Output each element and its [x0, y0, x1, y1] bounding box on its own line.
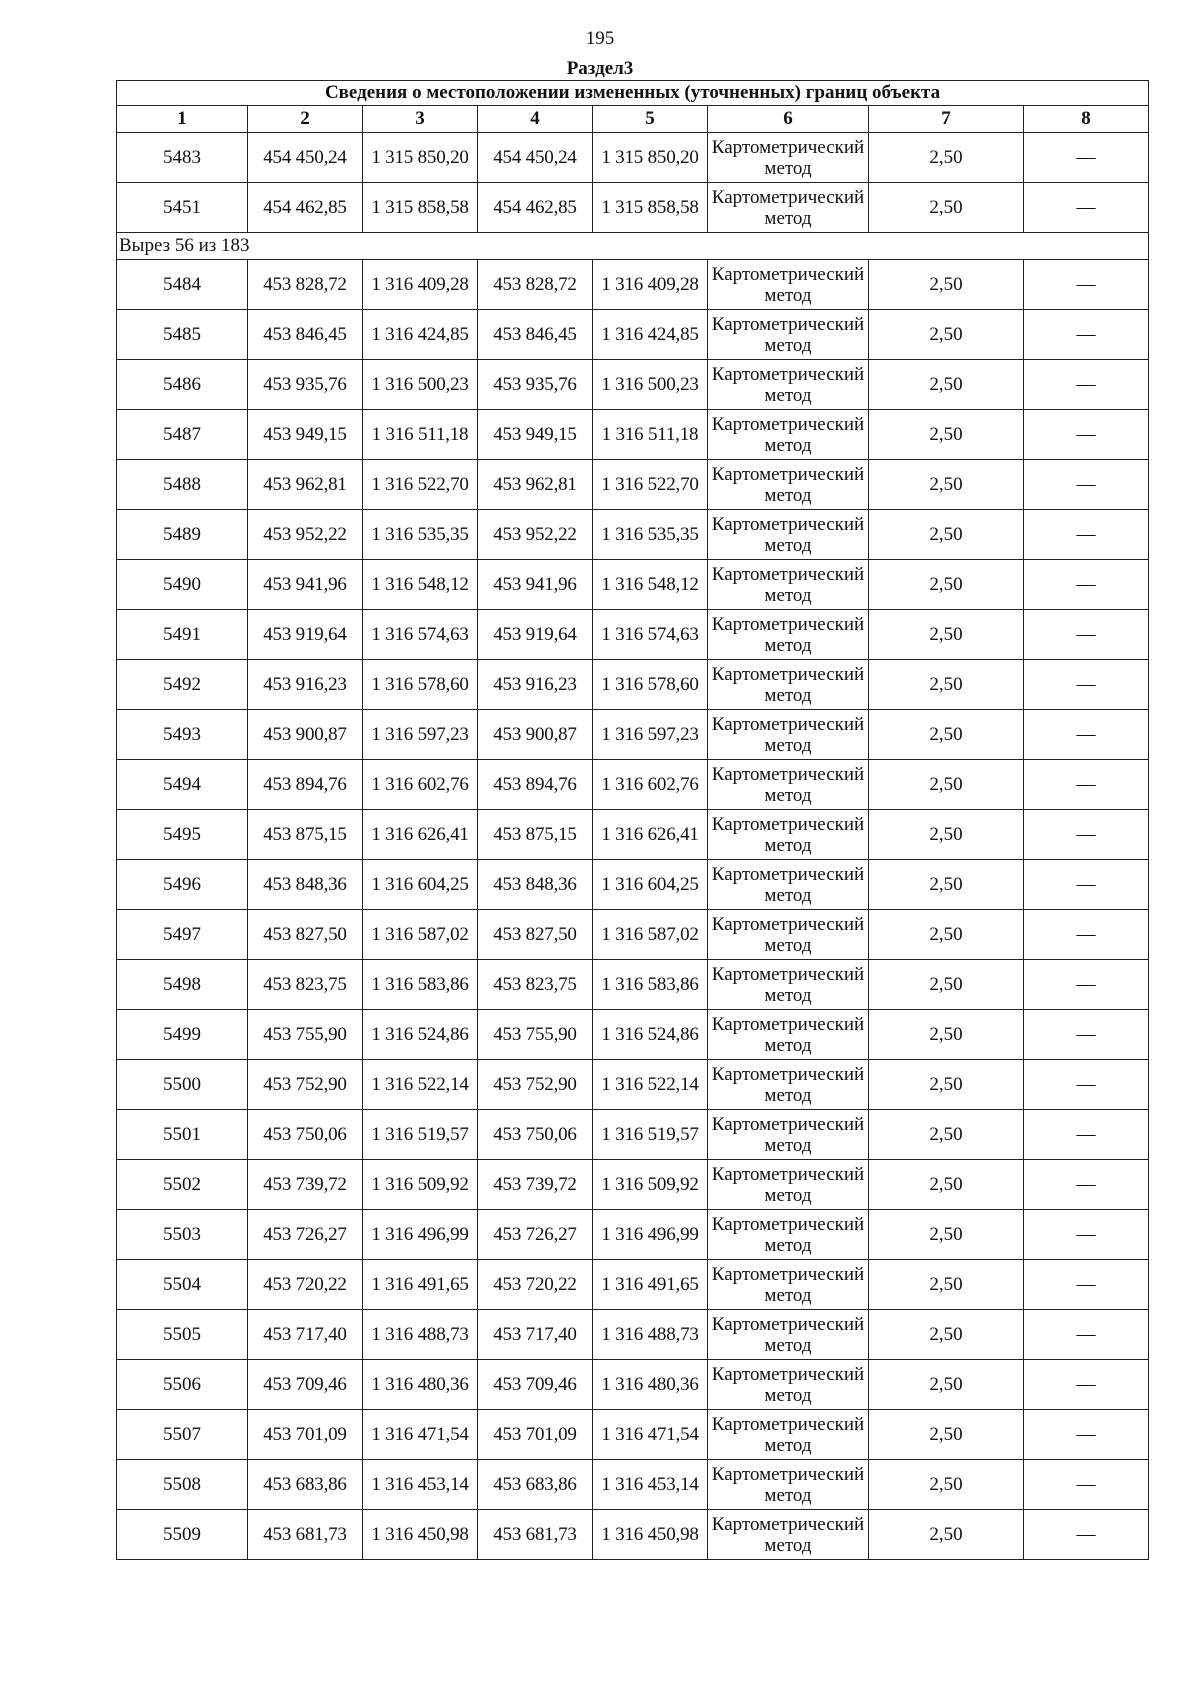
- cell-y-new: 1 315 858,58: [593, 183, 708, 233]
- table-row: [117, 760, 1149, 810]
- column-header-2: 2: [248, 106, 363, 133]
- table-row: [117, 510, 1149, 560]
- cell-description: —: [1024, 1060, 1149, 1110]
- section-title: Раздел3: [566, 58, 634, 79]
- cell-description: —: [1024, 1260, 1149, 1310]
- cell-method: Картометрический метод: [708, 310, 869, 360]
- cell-accuracy: 2,50: [869, 910, 1024, 960]
- table-subheading-row: [117, 233, 1149, 260]
- cell-y-new: 1 316 535,35: [593, 510, 708, 560]
- cell-y-new: 1 316 519,57: [593, 1110, 708, 1160]
- cell-accuracy: 2,50: [869, 860, 1024, 910]
- table-row: [117, 860, 1149, 910]
- cell-method: Картометрический метод: [708, 760, 869, 810]
- cell-point-number: 5501: [117, 1110, 248, 1160]
- cell-point-number: 5509: [117, 1510, 248, 1560]
- cell-x-new: 453 681,73: [478, 1510, 593, 1560]
- cell-y-new: 1 316 496,99: [593, 1210, 708, 1260]
- cell-method: Картометрический метод: [708, 960, 869, 1010]
- cell-method: Картометрический метод: [708, 1510, 869, 1560]
- cell-point-number: 5498: [117, 960, 248, 1010]
- cell-description: —: [1024, 760, 1149, 810]
- cell-x-existing: 453 681,73: [248, 1510, 363, 1560]
- cell-point-number: 5487: [117, 410, 248, 460]
- cell-description: —: [1024, 410, 1149, 460]
- cell-x-new: 453 726,27: [478, 1210, 593, 1260]
- cell-description: —: [1024, 560, 1149, 610]
- table-row: [117, 310, 1149, 360]
- cell-accuracy: 2,50: [869, 610, 1024, 660]
- cell-x-new: 453 875,15: [478, 810, 593, 860]
- cell-point-number: 5493: [117, 710, 248, 760]
- cell-point-number: 5486: [117, 360, 248, 410]
- column-header-5: 5: [593, 106, 708, 133]
- table-subheading: Вырез 56 из 183: [117, 233, 1149, 260]
- table-row: [117, 610, 1149, 660]
- column-header-4: 4: [478, 106, 593, 133]
- cell-x-existing: 453 916,23: [248, 660, 363, 710]
- cell-x-existing: 453 752,90: [248, 1060, 363, 1110]
- cell-x-new: 453 709,46: [478, 1360, 593, 1410]
- cell-x-existing: 453 875,15: [248, 810, 363, 860]
- cell-point-number: 5494: [117, 760, 248, 810]
- cell-y-existing: 1 316 578,60: [363, 660, 478, 710]
- cell-point-number: 5502: [117, 1160, 248, 1210]
- cell-x-new: 453 701,09: [478, 1410, 593, 1460]
- cell-y-new: 1 316 522,70: [593, 460, 708, 510]
- cell-x-existing: 453 720,22: [248, 1260, 363, 1310]
- cell-accuracy: 2,50: [869, 1210, 1024, 1260]
- cell-y-existing: 1 315 850,20: [363, 133, 478, 183]
- column-header-8: 8: [1024, 106, 1149, 133]
- cell-y-existing: 1 316 509,92: [363, 1160, 478, 1210]
- cell-accuracy: 2,50: [869, 260, 1024, 310]
- cell-description: —: [1024, 1210, 1149, 1260]
- table-row: [117, 910, 1149, 960]
- cell-x-existing: 454 462,85: [248, 183, 363, 233]
- cell-x-existing: 453 894,76: [248, 760, 363, 810]
- cell-point-number: 5451: [117, 183, 248, 233]
- cell-y-existing: 1 316 480,36: [363, 1360, 478, 1410]
- cell-accuracy: 2,50: [869, 1260, 1024, 1310]
- cell-description: —: [1024, 610, 1149, 660]
- cell-y-existing: 1 316 519,57: [363, 1110, 478, 1160]
- cell-x-new: 454 450,24: [478, 133, 593, 183]
- cell-point-number: 5500: [117, 1060, 248, 1110]
- cell-y-existing: 1 316 626,41: [363, 810, 478, 860]
- cell-x-new: 453 717,40: [478, 1310, 593, 1360]
- cell-accuracy: 2,50: [869, 1460, 1024, 1510]
- table-row: [117, 1410, 1149, 1460]
- table-row: [117, 260, 1149, 310]
- cell-point-number: 5489: [117, 510, 248, 560]
- cell-y-existing: 1 316 409,28: [363, 260, 478, 310]
- cell-x-existing: 453 739,72: [248, 1160, 363, 1210]
- cell-point-number: 5484: [117, 260, 248, 310]
- table-row: [117, 1510, 1149, 1560]
- cell-x-new: 453 823,75: [478, 960, 593, 1010]
- cell-y-existing: 1 316 583,86: [363, 960, 478, 1010]
- cell-y-new: 1 316 488,73: [593, 1310, 708, 1360]
- cell-description: —: [1024, 133, 1149, 183]
- column-header-1: 1: [117, 106, 248, 133]
- cell-y-new: 1 316 491,65: [593, 1260, 708, 1310]
- cell-accuracy: 2,50: [869, 960, 1024, 1010]
- cell-y-new: 1 316 409,28: [593, 260, 708, 310]
- cell-method: Картометрический метод: [708, 1410, 869, 1460]
- table-row: [117, 1160, 1149, 1210]
- cell-method: Картометрический метод: [708, 183, 869, 233]
- cell-point-number: 5485: [117, 310, 248, 360]
- cell-method: Картометрический метод: [708, 510, 869, 560]
- cell-x-new: 453 752,90: [478, 1060, 593, 1110]
- table-row: [117, 183, 1149, 233]
- cell-accuracy: 2,50: [869, 1310, 1024, 1360]
- cell-description: —: [1024, 710, 1149, 760]
- cell-method: Картометрический метод: [708, 610, 869, 660]
- table-row: [117, 133, 1149, 183]
- cell-description: —: [1024, 1010, 1149, 1060]
- cell-description: —: [1024, 1160, 1149, 1210]
- cell-y-existing: 1 316 522,70: [363, 460, 478, 510]
- cell-point-number: 5506: [117, 1360, 248, 1410]
- cell-description: —: [1024, 1310, 1149, 1360]
- page-number: 195: [585, 28, 615, 49]
- cell-x-existing: 453 900,87: [248, 710, 363, 760]
- cell-method: Картометрический метод: [708, 910, 869, 960]
- cell-description: —: [1024, 183, 1149, 233]
- cell-y-existing: 1 316 587,02: [363, 910, 478, 960]
- cell-method: Картометрический метод: [708, 1160, 869, 1210]
- cell-y-existing: 1 316 604,25: [363, 860, 478, 910]
- cell-point-number: 5508: [117, 1460, 248, 1510]
- cell-y-new: 1 316 509,92: [593, 1160, 708, 1210]
- cell-x-existing: 453 750,06: [248, 1110, 363, 1160]
- cell-accuracy: 2,50: [869, 133, 1024, 183]
- cell-accuracy: 2,50: [869, 183, 1024, 233]
- cell-description: —: [1024, 860, 1149, 910]
- cell-y-existing: 1 316 511,18: [363, 410, 478, 460]
- cell-y-existing: 1 316 471,54: [363, 1410, 478, 1460]
- cell-y-existing: 1 316 548,12: [363, 560, 478, 610]
- table-row: [117, 1210, 1149, 1260]
- cell-y-new: 1 315 850,20: [593, 133, 708, 183]
- table-row: [117, 960, 1149, 1010]
- cell-x-existing: 453 717,40: [248, 1310, 363, 1360]
- cell-description: —: [1024, 260, 1149, 310]
- cell-method: Картометрический метод: [708, 860, 869, 910]
- cell-accuracy: 2,50: [869, 660, 1024, 710]
- cell-x-new: 453 827,50: [478, 910, 593, 960]
- cell-accuracy: 2,50: [869, 810, 1024, 860]
- table-row: [117, 810, 1149, 860]
- cell-point-number: 5488: [117, 460, 248, 510]
- cell-point-number: 5490: [117, 560, 248, 610]
- cell-x-existing: 453 683,86: [248, 1460, 363, 1510]
- cell-description: —: [1024, 360, 1149, 410]
- cell-point-number: 5505: [117, 1310, 248, 1360]
- cell-y-new: 1 316 522,14: [593, 1060, 708, 1110]
- cell-y-existing: 1 315 858,58: [363, 183, 478, 233]
- cell-y-new: 1 316 511,18: [593, 410, 708, 460]
- cell-x-new: 453 952,22: [478, 510, 593, 560]
- cell-x-new: 453 900,87: [478, 710, 593, 760]
- cell-method: Картометрический метод: [708, 1310, 869, 1360]
- cell-accuracy: 2,50: [869, 410, 1024, 460]
- column-header-3: 3: [363, 106, 478, 133]
- cell-x-existing: 453 827,50: [248, 910, 363, 960]
- cell-method: Картометрический метод: [708, 1260, 869, 1310]
- table-row: [117, 1360, 1149, 1410]
- cell-accuracy: 2,50: [869, 1060, 1024, 1110]
- cell-point-number: 5483: [117, 133, 248, 183]
- cell-y-new: 1 316 424,85: [593, 310, 708, 360]
- table-row: [117, 1310, 1149, 1360]
- cell-y-existing: 1 316 574,63: [363, 610, 478, 660]
- cell-accuracy: 2,50: [869, 1160, 1024, 1210]
- cell-method: Картометрический метод: [708, 1060, 869, 1110]
- cell-method: Картометрический метод: [708, 1110, 869, 1160]
- cell-y-new: 1 316 574,63: [593, 610, 708, 660]
- cell-accuracy: 2,50: [869, 1510, 1024, 1560]
- cell-y-new: 1 316 597,23: [593, 710, 708, 760]
- cell-method: Картометрический метод: [708, 460, 869, 510]
- cell-y-new: 1 316 604,25: [593, 860, 708, 910]
- cell-x-new: 453 750,06: [478, 1110, 593, 1160]
- cell-y-existing: 1 316 491,65: [363, 1260, 478, 1310]
- cell-y-existing: 1 316 535,35: [363, 510, 478, 560]
- cell-method: Картометрический метод: [708, 410, 869, 460]
- cell-x-new: 453 720,22: [478, 1260, 593, 1310]
- cell-y-existing: 1 316 424,85: [363, 310, 478, 360]
- cell-y-existing: 1 316 597,23: [363, 710, 478, 760]
- table-row: [117, 1060, 1149, 1110]
- column-header-6: 6: [708, 106, 869, 133]
- cell-accuracy: 2,50: [869, 460, 1024, 510]
- cell-accuracy: 2,50: [869, 1410, 1024, 1460]
- cell-x-existing: 453 848,36: [248, 860, 363, 910]
- cell-accuracy: 2,50: [869, 760, 1024, 810]
- cell-x-existing: 453 919,64: [248, 610, 363, 660]
- cell-x-existing: 453 846,45: [248, 310, 363, 360]
- table-row: [117, 360, 1149, 410]
- cell-description: —: [1024, 460, 1149, 510]
- table-row: [117, 410, 1149, 460]
- table-header-row: [117, 106, 1149, 133]
- cell-description: —: [1024, 1110, 1149, 1160]
- cell-y-existing: 1 316 602,76: [363, 760, 478, 810]
- cell-method: Картометрический метод: [708, 710, 869, 760]
- cell-x-new: 453 962,81: [478, 460, 593, 510]
- cell-y-existing: 1 316 500,23: [363, 360, 478, 410]
- cell-x-new: 453 755,90: [478, 1010, 593, 1060]
- cell-point-number: 5499: [117, 1010, 248, 1060]
- cell-description: —: [1024, 510, 1149, 560]
- cell-x-existing: 453 823,75: [248, 960, 363, 1010]
- cell-x-new: 454 462,85: [478, 183, 593, 233]
- cell-method: Картометрический метод: [708, 1210, 869, 1260]
- cell-description: —: [1024, 310, 1149, 360]
- cell-point-number: 5497: [117, 910, 248, 960]
- cell-description: —: [1024, 1510, 1149, 1560]
- table-row: [117, 1010, 1149, 1060]
- cell-x-new: 453 935,76: [478, 360, 593, 410]
- cell-accuracy: 2,50: [869, 1110, 1024, 1160]
- column-header-7: 7: [869, 106, 1024, 133]
- cell-method: Картометрический метод: [708, 260, 869, 310]
- cell-description: —: [1024, 660, 1149, 710]
- cell-y-new: 1 316 626,41: [593, 810, 708, 860]
- cell-x-new: 453 683,86: [478, 1460, 593, 1510]
- cell-x-new: 453 894,76: [478, 760, 593, 810]
- table-row: [117, 710, 1149, 760]
- cell-method: Картометрический метод: [708, 810, 869, 860]
- cell-accuracy: 2,50: [869, 710, 1024, 760]
- cell-method: Картометрический метод: [708, 1010, 869, 1060]
- cell-description: —: [1024, 1460, 1149, 1510]
- cell-x-existing: 453 709,46: [248, 1360, 363, 1410]
- cell-method: Картометрический метод: [708, 133, 869, 183]
- cell-point-number: 5507: [117, 1410, 248, 1460]
- cell-x-existing: 453 755,90: [248, 1010, 363, 1060]
- table-row: [117, 1260, 1149, 1310]
- cell-point-number: 5492: [117, 660, 248, 710]
- cell-point-number: 5495: [117, 810, 248, 860]
- cell-x-existing: 453 701,09: [248, 1410, 363, 1460]
- cell-y-existing: 1 316 450,98: [363, 1510, 478, 1560]
- cell-accuracy: 2,50: [869, 560, 1024, 610]
- cell-description: —: [1024, 1410, 1149, 1460]
- cell-y-existing: 1 316 488,73: [363, 1310, 478, 1360]
- table-body: [117, 133, 1149, 1560]
- cell-x-new: 453 848,36: [478, 860, 593, 910]
- cell-x-new: 453 916,23: [478, 660, 593, 710]
- cell-method: Картометрический метод: [708, 560, 869, 610]
- cell-y-new: 1 316 500,23: [593, 360, 708, 410]
- cell-x-existing: 453 952,22: [248, 510, 363, 560]
- cell-x-new: 453 739,72: [478, 1160, 593, 1210]
- cell-y-existing: 1 316 522,14: [363, 1060, 478, 1110]
- cell-x-existing: 453 828,72: [248, 260, 363, 310]
- cell-accuracy: 2,50: [869, 310, 1024, 360]
- cell-x-new: 453 919,64: [478, 610, 593, 660]
- coordinates-table: [116, 80, 1149, 1560]
- cell-point-number: 5491: [117, 610, 248, 660]
- table-row: [117, 460, 1149, 510]
- cell-y-new: 1 316 450,98: [593, 1510, 708, 1560]
- cell-x-new: 453 941,96: [478, 560, 593, 610]
- table-row: [117, 1460, 1149, 1510]
- cell-description: —: [1024, 960, 1149, 1010]
- cell-x-existing: 453 962,81: [248, 460, 363, 510]
- cell-description: —: [1024, 1360, 1149, 1410]
- cell-description: —: [1024, 810, 1149, 860]
- cell-y-new: 1 316 587,02: [593, 910, 708, 960]
- cell-x-existing: 454 450,24: [248, 133, 363, 183]
- cell-method: Картометрический метод: [708, 1460, 869, 1510]
- cell-y-existing: 1 316 496,99: [363, 1210, 478, 1260]
- cell-point-number: 5504: [117, 1260, 248, 1310]
- cell-y-new: 1 316 471,54: [593, 1410, 708, 1460]
- table-row: [117, 660, 1149, 710]
- cell-y-existing: 1 316 524,86: [363, 1010, 478, 1060]
- cell-x-existing: 453 949,15: [248, 410, 363, 460]
- cell-y-existing: 1 316 453,14: [363, 1460, 478, 1510]
- cell-description: —: [1024, 910, 1149, 960]
- cell-accuracy: 2,50: [869, 510, 1024, 560]
- cell-y-new: 1 316 480,36: [593, 1360, 708, 1410]
- cell-y-new: 1 316 578,60: [593, 660, 708, 710]
- cell-x-existing: 453 935,76: [248, 360, 363, 410]
- cell-y-new: 1 316 453,14: [593, 1460, 708, 1510]
- cell-y-new: 1 316 583,86: [593, 960, 708, 1010]
- cell-x-new: 453 846,45: [478, 310, 593, 360]
- cell-accuracy: 2,50: [869, 360, 1024, 410]
- cell-accuracy: 2,50: [869, 1010, 1024, 1060]
- cell-point-number: 5503: [117, 1210, 248, 1260]
- cell-x-new: 453 949,15: [478, 410, 593, 460]
- cell-x-existing: 453 726,27: [248, 1210, 363, 1260]
- cell-y-new: 1 316 548,12: [593, 560, 708, 610]
- cell-method: Картометрический метод: [708, 360, 869, 410]
- table-row: [117, 560, 1149, 610]
- cell-method: Картометрический метод: [708, 660, 869, 710]
- cell-y-new: 1 316 524,86: [593, 1010, 708, 1060]
- table-caption: Сведения о местоположении измененных (уточненных) границ объекта: [117, 81, 1149, 106]
- cell-method: Картометрический метод: [708, 1360, 869, 1410]
- cell-x-new: 453 828,72: [478, 260, 593, 310]
- cell-y-new: 1 316 602,76: [593, 760, 708, 810]
- cell-point-number: 5496: [117, 860, 248, 910]
- cell-x-existing: 453 941,96: [248, 560, 363, 610]
- cell-accuracy: 2,50: [869, 1360, 1024, 1410]
- table-row: [117, 1110, 1149, 1160]
